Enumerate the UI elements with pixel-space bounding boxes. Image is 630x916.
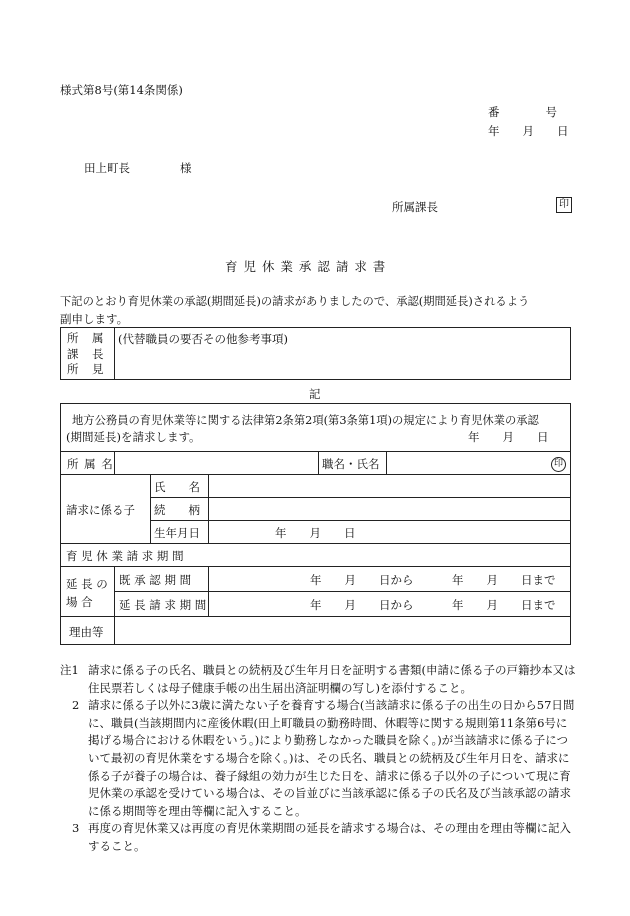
child-birth-value: 年 月 日 [275, 526, 356, 540]
intro-line-2: 副申します。 [60, 312, 129, 326]
reason-label: 理由等 [69, 625, 104, 639]
remarks-note: (代替職員の要否その他参考事項) [118, 332, 288, 346]
addressee-honorific: 様 [180, 161, 192, 175]
child-name-label: 氏 名 [154, 480, 200, 494]
child-birth-label: 生年月日 [154, 526, 200, 540]
child-relation-label: 続 柄 [154, 503, 200, 517]
child-name-value[interactable] [212, 477, 566, 495]
request-line-2: (期間延長)を請求します。 [66, 430, 201, 444]
approved-period-to: 年 月 日まで [452, 573, 556, 587]
request-line-1: 地方公務員の育児休業等に関する法律第2条第2項(第3条第1項)の規定により育児休業の承認 [72, 414, 539, 427]
extension-label: 延 長 の 場 合 [66, 577, 108, 609]
position-name-value[interactable] [390, 454, 540, 472]
ki-heading: 記 [309, 387, 321, 401]
applicant-seal: 印 [551, 455, 566, 472]
note-item: 3 再度の育児休業又は再度の育児休業期間の延長を請求する場合は、その理由を理由等欄に記入すること。 [72, 821, 571, 853]
note-item: 2 請求に係る子以外に3歳に満たない子を養育する場合(当該請求に係る子の出生の日から57日間に、職員(当該期間内に産後休暇(田上町職員の勤務時間、休暇等に関する規則第11条第6号に掲げる場合における休暇をいう。)により勤務しなかった職員を除く。)が当該請求に係る子について最初の育児休業をする場合を除く。)は、その氏名、職員との続柄及び生年月日を、請求に係る子が養子の場合は、養子縁組の効力が生じた日を、請求に係る子以外の子について現に育児休業の承認を受けている場合は、その旨並びに当該承認に係る子の氏名及び当該承認の請求に係る期間等を理由等欄に記入すること。 [72, 698, 575, 818]
document-number-label: 番 号 [488, 105, 557, 119]
dept-head-seal: 印 [556, 196, 572, 213]
reason-value[interactable] [118, 619, 566, 641]
child-relation-value[interactable] [212, 500, 566, 518]
extension-period-label: 延 長 請 求 期 間 [119, 598, 207, 612]
request-date: 年 月 日 [468, 430, 549, 444]
addressee: 田上町長 [84, 161, 130, 175]
extension-period-to: 年 月 日まで [452, 598, 556, 612]
notes [60, 662, 578, 856]
leave-period-value[interactable] [212, 546, 566, 564]
dept-head-label: 所属課長 [392, 200, 438, 214]
dept-label: 所 属 名 [67, 457, 114, 471]
document-title: 育 児 休 業 承 認 請 求 書 [225, 259, 387, 274]
leave-period-label: 育 児 休 業 請 求 期 間 [66, 549, 184, 563]
intro-line-1: 下記のとおり育児休業の承認(期間延長)の請求がありましたので、承認(期間延長)されるよう [60, 295, 530, 308]
note-item: 注1 請求に係る子の氏名、職員との続柄及び生年月日を証明する書類(申請に係る子の戸籍抄本又は住民票若しくは母子健康手帳の出生届出済証明欄の写し)を添付すること。 [60, 663, 576, 695]
date-label: 年 月 日 [488, 124, 569, 138]
child-label: 請求に係る子 [66, 503, 135, 517]
approved-period-from: 年 月 日から [310, 573, 414, 587]
dept-value[interactable] [118, 454, 314, 472]
remarks-label: 所 属 課 長 所 見 [67, 331, 105, 376]
position-name-label: 職名・氏名 [322, 457, 380, 471]
extension-period-from: 年 月 日から [310, 598, 414, 612]
approved-period-label: 既 承 認 期 間 [119, 573, 192, 587]
form-number: 様式第8号(第14条関係) [60, 83, 183, 97]
